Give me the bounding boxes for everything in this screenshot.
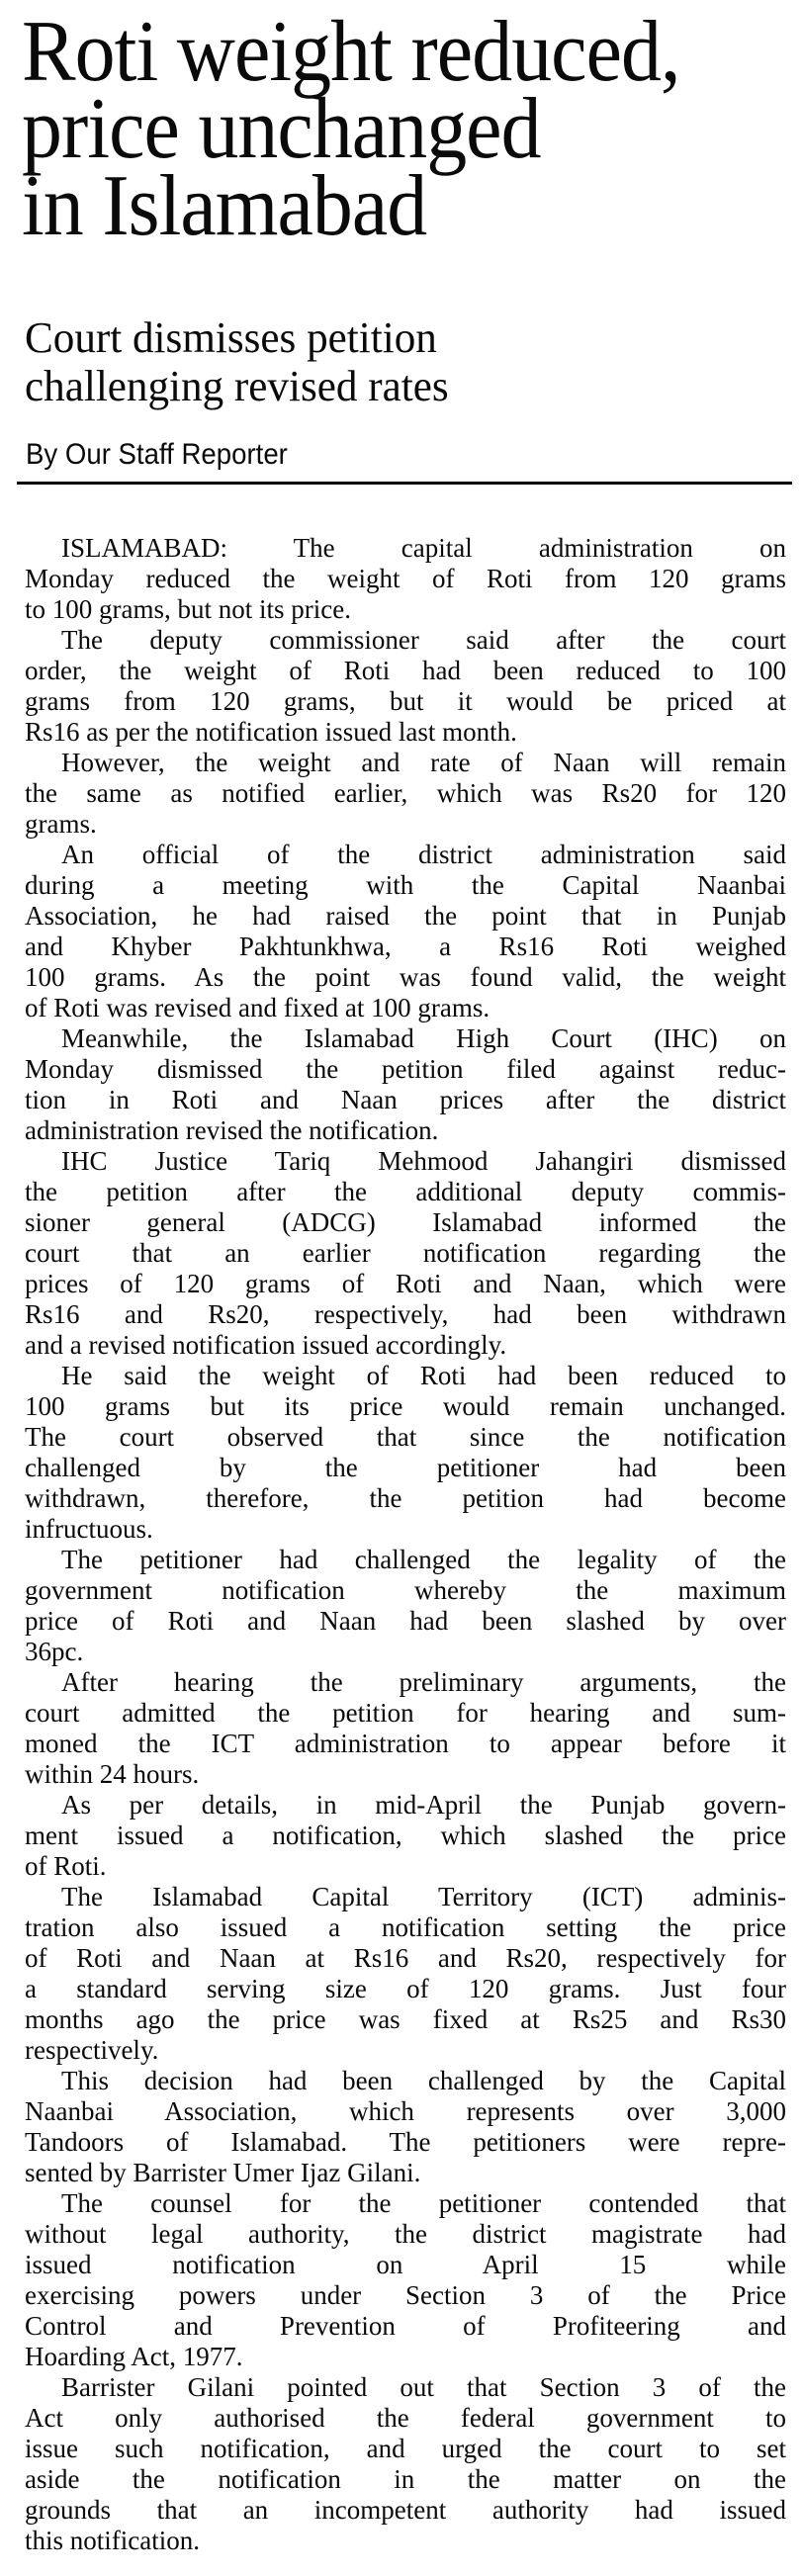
headline-line: price unchanged (22, 81, 541, 177)
paragraph-line: a standard serving size of 120 grams. Just four (25, 1974, 786, 2003)
article-body (25, 533, 786, 2556)
paragraph-line: This decision had been challenged by the Capital (61, 2066, 786, 2095)
byline: By Our Staff Reporter (26, 438, 288, 471)
paragraph-line: After hearing the preliminary arguments, the (61, 1667, 786, 1697)
paragraph-line: the same as notified earlier, which was Rs20 for 120 (25, 778, 786, 808)
paragraph (25, 625, 786, 748)
paragraph-line: 36pc. (25, 1637, 84, 1666)
paragraph-line: respectively. (25, 2035, 159, 2065)
paragraph-line: The petitioner had challenged the legality of the (61, 1545, 786, 1574)
paragraph (25, 1146, 786, 1361)
paragraph-line: of Roti and Naan at Rs16 and Rs20, respectively for (25, 1943, 786, 1973)
paragraph (25, 2188, 786, 2372)
paragraph-line: Monday reduced the weight of Roti from 120 grams (25, 564, 786, 593)
paragraph-line: administration revised the notification. (25, 1115, 439, 1145)
paragraph-line: However, the weight and rate of Naan will remain (61, 748, 786, 777)
paragraph-line: tration also issued a notification setting the price (25, 1912, 786, 1942)
paragraph-line: challenged by the petitioner had been (25, 1453, 786, 1482)
paragraph-line: The court observed that since the notification (25, 1422, 786, 1452)
subheadline-line: challenging revised rates (25, 362, 449, 410)
paragraph-line: withdrawn, therefore, the petition had become (25, 1483, 786, 1513)
paragraph (25, 2066, 786, 2188)
paragraph-line: tion in Roti and Naan prices after the district (25, 1085, 786, 1114)
paragraph-line: infructuous. (25, 1514, 153, 1544)
paragraph-line: As per details, in mid-April the Punjab govern- (61, 1790, 786, 1820)
paragraph-line: ment issued a notification, which slashed the price (25, 1821, 786, 1850)
paragraph (25, 533, 786, 625)
paragraph-line: An official of the district administration said (61, 840, 786, 869)
paragraph-line: Barrister Gilani pointed out that Section 3 of the (61, 2372, 786, 2402)
paragraph-line: grams from 120 grams, but it would be priced at (25, 686, 786, 716)
paragraph-line: months ago the price was fixed at Rs25 and Rs30 (25, 2004, 786, 2034)
paragraph (25, 1790, 786, 1882)
paragraph-line: prices of 120 grams of Roti and Naan, which were (25, 1269, 786, 1298)
paragraph-line: issued notification on April 15 while (25, 2250, 786, 2279)
paragraph-line: of Roti. (25, 1851, 107, 1881)
paragraph (25, 1545, 786, 1667)
paragraph-line: IHC Justice Tariq Mehmood Jahangiri dismissed (61, 1146, 786, 1176)
paragraph-line: 100 grams but its price would remain unchanged. (25, 1391, 786, 1421)
paragraph-line: moned the ICT administration to appear before it (25, 1729, 786, 1758)
paragraph (25, 1361, 786, 1545)
subheadline-line: Court dismisses petition (25, 313, 437, 362)
paragraph-line: Rs16 as per the notification issued last month. (25, 717, 517, 747)
paragraph-line: the petition after the additional deputy commis- (25, 1177, 786, 1206)
paragraph-line: Hoarding Act, 1977. (25, 2342, 243, 2371)
paragraph-line: court that an earlier notification regarding the (25, 1238, 786, 1268)
paragraph-line: order, the weight of Roti had been reduced to 100 (25, 656, 786, 685)
paragraph-line: and a revised notification issued accordingly. (25, 1330, 507, 1360)
paragraph (25, 1667, 786, 1790)
divider-rule (17, 482, 792, 485)
paragraph-line: grams. (25, 809, 97, 839)
paragraph-line: sioner general (ADCG) Islamabad informed the (25, 1207, 786, 1237)
paragraph-line: sented by Barrister Umer Ijaz Gilani. (25, 2158, 421, 2187)
paragraph-line: Control and Prevention of Profiteering and (25, 2311, 786, 2341)
paragraph (25, 2372, 786, 2556)
paragraph-line: aside the notification in the matter on the (25, 2464, 786, 2494)
paragraph-line: Tandoors of Islamabad. The petitioners were repre- (25, 2127, 786, 2157)
headline (22, 4, 802, 254)
paragraph-line: court admitted the petition for hearing and sum- (25, 1698, 786, 1728)
paragraph-line: Naanbai Association, which represents over 3,000 (25, 2096, 786, 2126)
headline-line: in Islamabad (22, 158, 427, 254)
paragraph-line: The deputy commissioner said after the court (61, 625, 786, 655)
paragraph-line: and Khyber Pakhtunkhwa, a Rs16 Roti weighed (25, 932, 786, 961)
paragraph-line: Monday dismissed the petition filed against reduc- (25, 1054, 786, 1084)
paragraph-line: The Islamabad Capital Territory (ICT) adminis- (61, 1882, 786, 1911)
paragraph-line: this notification. (25, 2526, 200, 2555)
paragraph-line: grounds that an incompetent authority had issued (25, 2495, 786, 2525)
paragraph-line: to 100 grams, but not its price. (25, 594, 351, 624)
paragraph (25, 840, 786, 1023)
paragraph-line: Rs16 and Rs20, respectively, had been withdrawn (25, 1299, 786, 1329)
paragraph (25, 1882, 786, 2066)
subheadline (25, 313, 457, 410)
paragraph-line: Association, he had raised the point that in Punjab (25, 901, 786, 931)
paragraph-line: issue such notification, and urged the court to set (25, 2434, 786, 2463)
headline-line: Roti weight reduced, (22, 4, 680, 100)
paragraph-line: The counsel for the petitioner contended that (61, 2188, 786, 2218)
paragraph-line: 100 grams. As the point was found valid, the weight (25, 962, 786, 992)
paragraph-line: Act only authorised the federal government to (25, 2403, 786, 2433)
paragraph-line: within 24 hours. (25, 1759, 200, 1789)
paragraph-line: ISLAMABAD: The capital administration on (61, 533, 786, 563)
paragraph-line: price of Roti and Naan had been slashed by over (25, 1606, 786, 1636)
paragraph-line: without legal authority, the district magistrate had (25, 2219, 786, 2249)
paragraph-line: government notification whereby the maximum (25, 1575, 786, 1605)
paragraph-line: He said the weight of Roti had been reduced to (61, 1361, 786, 1390)
paragraph-line: during a meeting with the Capital Naanbai (25, 870, 786, 900)
paragraph (25, 1023, 786, 1146)
paragraph-line: Meanwhile, the Islamabad High Court (IHC) on (61, 1023, 786, 1053)
paragraph-line: exercising powers under Section 3 of the Price (25, 2280, 786, 2310)
paragraph-line: of Roti was revised and fixed at 100 grams. (25, 993, 490, 1022)
paragraph (25, 748, 786, 840)
